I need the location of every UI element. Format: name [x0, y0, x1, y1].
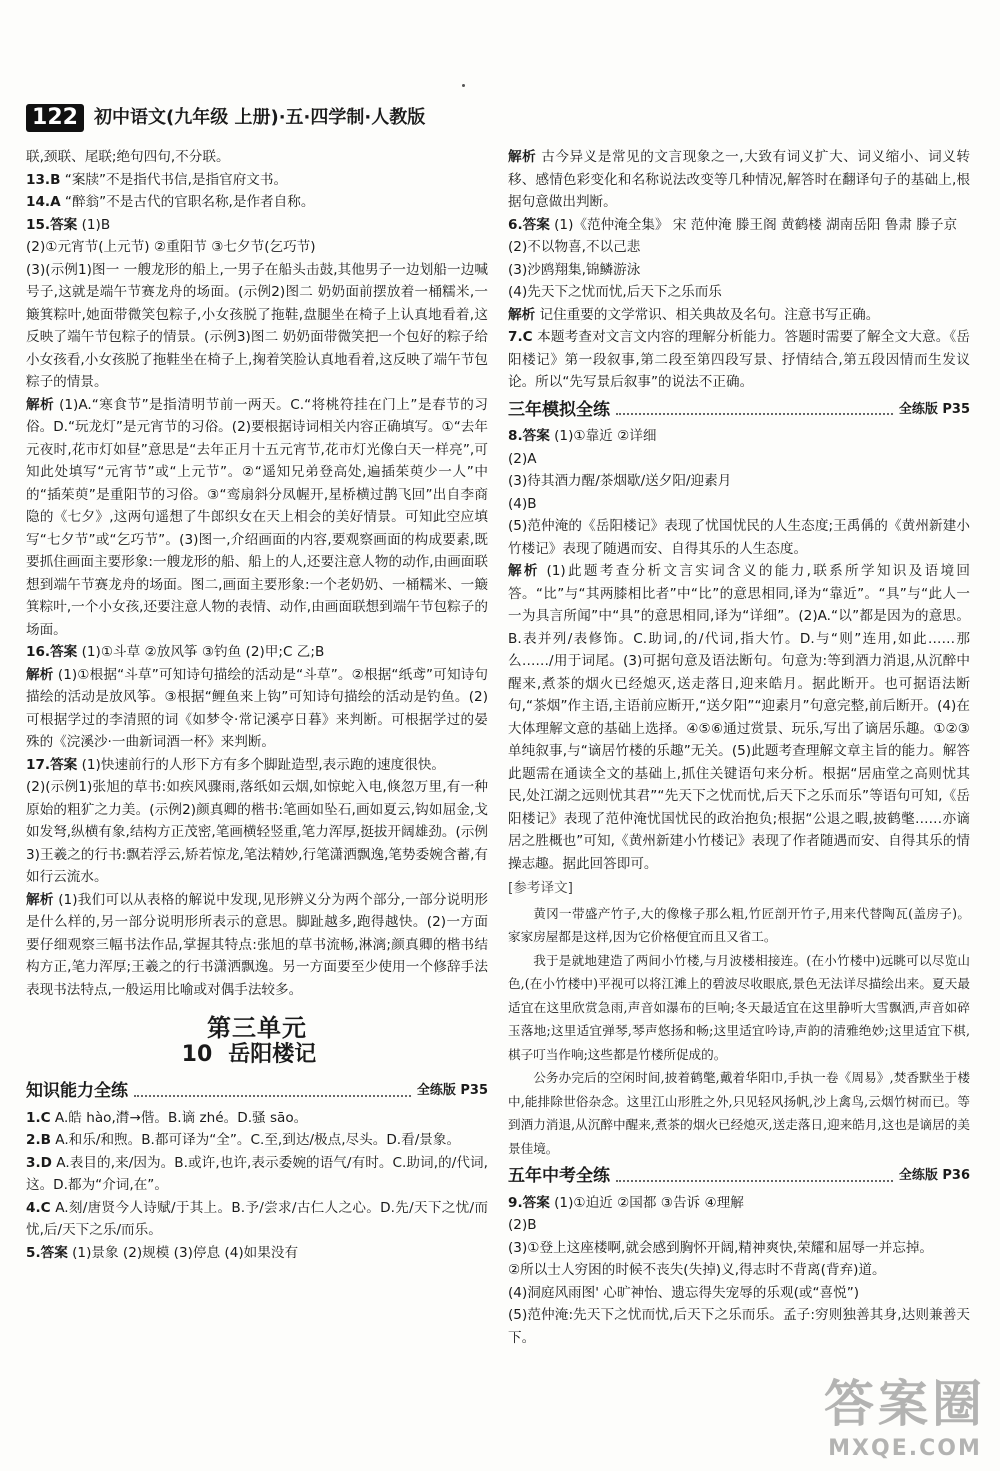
answer-text: (5)范仲淹的《岳阳楼记》表现了忧国忧民的人生态度;王禹偁的《黄州新建小竹楼记》表现了随遇而安、自得其乐的人生态度。: [508, 518, 970, 557]
watermark-text: 答案圈: [824, 1375, 986, 1433]
answer-text: (4)先天下之忧而忧,后天下之乐而乐: [508, 284, 722, 300]
answer-text: 本题考查对文言文内容的理解分析能力。答题时需要了解全文大意。《岳阳楼记》第一段叙事,第二段至第四段写景、抒情结合,第五段因情而生发议论。所以“先写景后叙事”的说法不正确。: [508, 329, 970, 390]
explanation-text: (1)A.“寒食节”是指清明节前一两天。C.“将桃符挂在门上”是春节的习俗。D.“玩龙灯”是元宵节的习俗。(2)要根据诗词相关内容正确填写。①“去年元夜时,花市灯如昼”意思是“去年正月十五元宵节,花市灯光像白天一样亮”,可知此处填写“元宵节”或“上元节”。②“遥知兄弟登高处,遍插茱萸少一人”中的“插茱萸”是重阳节的习俗。③“鸾扇斜分凤幄开,星桥横过鹊飞回”出自李商隐的《七夕》,这两句遥想了牛郎织女在天上相会的美好情景。可知此空应填写“七夕节”或“乞巧节”。(3)图一,介绍画面的内容,要观察画面的构成要素,既要抓住画面主要形象:一艘龙形的船、船上的人,还要注意人物的动作,由画面联想到端午节赛龙舟的场面。图二,画面主要形象:一个老奶奶、一桶糯米、一簸箕粽叶,一个小女孩,还要注意人物的表情、动作,由画面联想到端午节包粽子的场面。: [26, 396, 488, 638]
answer-text: (1)①斗草 ②放风筝 ③钓鱼 (2)甲;C 乙;B: [77, 644, 325, 660]
right-column: [508, 146, 970, 1349]
section-divider: [616, 1180, 893, 1182]
lesson-heading: [26, 1041, 488, 1067]
translation-paragraph: 我于是就地建造了两间小竹楼,与月波楼相接连。(在小竹楼中)远眺可以尽览山色,(在小竹楼中)平视可以将江滩上的碧波尽收眼底,景色无法详尽描绘出来。夏天最适宜在这里欣赏急雨,声音如瀑布的巨响;冬天最适宜在这里静听大雪飘洒,声音如碎玉落地;这里适宜弹琴,琴声悠扬和畅;这里适宜吟诗,声韵的清雅绝妙;这里适宜下棋,棋子叮当作响;这些都是竹楼所促成的。: [508, 952, 970, 1062]
answer-14: [26, 191, 488, 214]
watermark-logo: [824, 1364, 986, 1461]
lesson-title: 岳阳楼记: [228, 1041, 317, 1067]
section-page-ref: 全练版 P35: [898, 401, 970, 417]
explanation-16: [26, 664, 488, 754]
answer-text: (1)①靠近 ②详细: [549, 428, 657, 444]
answer-text: A.和乐/和煦。B.都可译为“全”。C.至,到达/极点,尽头。D.看/景象。: [50, 1132, 461, 1148]
answer-text: A.皓 hào,潸→偕。B.谪 zhé。D.骚 sāo。: [50, 1109, 308, 1126]
answer-6: [508, 214, 970, 237]
answer-text: (4)B: [508, 495, 537, 512]
answer-label: 16.答案: [26, 644, 78, 660]
answer-text: “案牍”不是指代书信,是指官府文书。: [60, 171, 288, 188]
section-title: 三年模拟全练: [508, 399, 610, 420]
explanation-text: (1)我们可以从表格的解说中发现,见形辨义分为两个部分,一部分说明形是什么样的,另一部分说明形所表示的意思。脚趾越多,跑得越快。(2)一方面要仔细观察三幅书法作品,掌握其特点:张旭的草书流畅,淋漓;颜真卿的楷书结构方正,笔力浑厚;王羲之的行书潇洒飘逸。另一方面要至少使用一个修辞手法表现书法特点,一般运用比喻或对偶手法较多。: [26, 891, 489, 998]
answer-text: (1)①迫近 ②国都 ③告诉 ④理解: [549, 1194, 744, 1211]
answer-text: (1)景象 (2)规模 (3)停息 (4)如果没有: [67, 1244, 299, 1261]
answer-label: 17.答案: [26, 756, 78, 773]
translation-paragraph: 公务办完后的空闲时间,披着鹤氅,戴着华阳巾,手执一卷《周易》,焚香默坐于楼中,能排除世俗杂念。这里江山形胜之外,只见轻风扬帆,沙上禽鸟,云烟竹树而已。等到酒力消退,从沉醉中醒来,煮茶的烟火已经熄灭,送走落日,迎来皓月,这也是谪居的美景佳境。: [508, 1070, 970, 1156]
reference-translation: [508, 877, 970, 1160]
unit-title: 第三单元: [207, 1014, 307, 1042]
answer-label: 13.B: [26, 171, 61, 188]
explanation-text: (1)此题考查分析文言实词含义的能力,联系所学知识及语境回答。“比”与“其两膝相比者”中“比”的意思相同,译为“靠近”。“具”与“此人一一为具言所闻”中“具”的意思相同,译为“详细”。(2)A.“以”都是因为的意思。B.表并列/表修饰。C.助词,的/代词,指大竹。D.与“则”连用,如此……那么……/用于词尾。(3)可据句意及语法断句。句意为:等到酒力消退,从沉醉中醒来,煮茶的烟火已经熄灭,送走落日,迎来皓月。据此断开。也可据语法断句,“茶烟”作主语,主语前应断开,“送夕阳”“迎素月”句意完整,前后断开。(4)在大体理解文意的基础上选择。④⑤⑥通过赏景、玩乐,写出了谪居乐趣。①②③单纯叙事,与“谪居竹楼的乐趣”无关。(5)此题考查理解文章主旨的能力。解答此题需在通读全文的基础上,抓住关键语句来分析。根据“居庙堂之高则忧其民,处江湖之远则忧其君”“先天下之忧而忧,后天下之乐而乐”等语句可知,《岳阳楼记》表现了范仲淹忧国忧民的政治抱负;根据“公退之暇,披鹤氅……亦谪居之胜概也”可知,《黄州新建小竹楼记》表现了作者随遇而安、自得其乐的情操志趣。据此回答即可。: [508, 563, 970, 872]
answer-label: 4.C: [26, 1199, 51, 1216]
answer-text: (2)①元宵节(上元节) ②重阳节 ③七夕节(乞巧节): [26, 239, 316, 255]
answer-text: (1)快速前行的人形下方有多个脚趾造型,表示跑的速度很快。: [77, 756, 446, 773]
section-header-knowledge: [26, 1080, 488, 1103]
answer-1: [26, 1107, 488, 1130]
answer-text: 联,颈联、尾联;绝句四句,不分联。: [26, 149, 230, 165]
section-title: 五年中考全练: [508, 1166, 610, 1186]
answer-label: 6.答案: [508, 216, 550, 233]
answer-text: ②所以士人穷困的时候不丧失(失掉)义,得志时不背离(背弃)道。: [508, 1262, 886, 1278]
answer-label: 14.A: [26, 194, 61, 210]
answer-label: 1.C: [26, 1109, 51, 1126]
watermark-url: MXQE.COM: [828, 1436, 982, 1461]
section-divider: [616, 413, 893, 415]
answer-2: [26, 1129, 488, 1152]
answer-text: A.表目的,来/因为。B.或许,也许,表示委婉的语气/有时。C.助词,的/代词,这。D.都为“介词,在”。: [26, 1154, 488, 1193]
explanation-label: 解析: [26, 396, 55, 413]
ink-dot: [462, 84, 465, 87]
lesson-number: 10: [181, 1041, 213, 1067]
explanation-text: 古今异义是常见的文言现象之一,大致有词义扩大、词义缩小、词义转移、感情色彩变化和名称说法改变等几种情况,解答时在翻译句子的基础上,根据句意做出判断。: [508, 149, 971, 210]
answer-text: (2)B: [508, 1217, 537, 1233]
left-column: [26, 146, 488, 1264]
answer-text: (3)沙鸥翔集,锦鳞游泳: [508, 261, 641, 278]
answer-text: (3)待其酒力醒/茶烟歇/送夕阳/迎素月: [508, 473, 732, 489]
explanation-label: 解析: [26, 891, 54, 908]
section-title: 知识能力全练: [26, 1081, 128, 1101]
answer-8: [508, 425, 970, 448]
explanation-label: 解析: [508, 563, 540, 579]
page-header: [26, 100, 976, 140]
explanation-label: 解析: [508, 306, 536, 323]
answer-text: (3)①登上这座楼啊,就会感到胸怀开阔,精神爽快,荣耀和屈辱一并忘掉。: [508, 1239, 934, 1256]
explanation-5: [508, 146, 970, 214]
answer-label: 3.D: [26, 1154, 52, 1171]
section-page-ref: 全练版 P35: [416, 1083, 488, 1098]
answer-label: 7.C: [508, 329, 533, 345]
explanation-17: [26, 889, 488, 1002]
section-header-three-year: [508, 399, 970, 422]
explanation-text: 记住重要的文学常识、相关典故及名句。注意书写正确。: [535, 306, 880, 323]
answer-4: [26, 1197, 488, 1242]
answer-text: (1)《范仲淹全集》 宋 范仲淹 滕王阁 黄鹤楼 湖南岳阳 鲁肃 滕子京: [549, 216, 958, 233]
answer-15: [26, 214, 488, 237]
section-divider: [134, 1095, 411, 1097]
answer-label: 15.答案: [26, 216, 78, 233]
book-title: 初中语文(九年级 上册)·五·四学制·人教版: [94, 107, 426, 128]
answer-text: (2)(示例1)张旭的草书:如疾风骤雨,落纸如云烟,如惊蛇入电,倏忽万里,有一种原始的粗犷之力美。(示例2)颜真卿的楷书:笔画如坠石,画如夏云,钩如屈金,戈如发弩,纵横有象,结构方正茂密,笔画横轻竖重,笔力浑厚,挺拔开阔雄劲。(示例3)王羲之的行书:飘若浮云,矫若惊龙,笔法精妙,行笔潇洒飘逸,笔势委婉含蓄,有如行云流水。: [26, 779, 488, 885]
translation-paragraph: 黄冈一带盛产竹子,大的像椽子那么粗,竹匠剖开竹子,用来代替陶瓦(盖房子)。家家房屋都是这样,因为它价格便宜而且又省工。: [508, 905, 970, 944]
page-number: 122: [26, 104, 84, 132]
answer-text: (2)不以物喜,不以己悲: [508, 239, 641, 255]
explanation-6: [508, 304, 970, 327]
answer-3: [26, 1152, 488, 1197]
explanation-15: [26, 394, 488, 642]
explanation-label: 解析: [508, 149, 537, 165]
answer-text: A.刻/唐贤今人诗赋/于其上。B.予/尝求/古仁人之心。D.先/天下之忧/而忧,后/天下之乐/而乐。: [26, 1199, 488, 1238]
explanation-8: [508, 560, 970, 875]
answer-13: [26, 169, 488, 192]
answer-5: [26, 1242, 488, 1265]
reference-title: [参考译文]: [508, 880, 573, 896]
answer-label: 9.答案: [508, 1194, 550, 1211]
answer-text: (1)B: [77, 216, 111, 233]
answer-text: (2)A: [508, 450, 537, 467]
answer-text: (3)(示例1)图一 一艘龙形的船上,一男子在船头击鼓,其他男子一边划船一边喊号子,这就是端午节赛龙舟的场面。(示例2)图二 奶奶面前摆放着一桶糯米,一簸箕粽叶,她面带微笑包粽子,小女孩脱了拖鞋,盘腿坐在椅子上认真地看着,这反映了端午节包粽子的情景。(示例3)图二 奶奶面带微笑把一个包好的粽子给小女孩看,小女孩脱了拖鞋坐在椅子上,掬着笑脸认真地看着,这反映了端午节包粽子的情景。: [26, 261, 488, 390]
explanation-text: (1)①根据“斗草”可知诗句描绘的活动是“斗草”。②根据“纸鸢”可知诗句描绘的活动是放风筝。③根据“鲤鱼来上钩”可知诗句描绘的活动是钓鱼。(2)可根据学过的李清照的词《如梦令·常记溪亭日暮》来判断。可根据学过的晏殊的《浣溪沙·一曲新词酒一杯》来判断。: [26, 666, 489, 750]
answer-label: 2.B: [26, 1132, 51, 1148]
answer-7: [508, 326, 970, 394]
answer-label: 5.答案: [26, 1244, 68, 1261]
section-page-ref: 全练版 P36: [898, 1168, 970, 1183]
answer-text: (5)范仲淹:先天下之忧而忧,后天下之乐而乐。孟子:穷则独善其身,达则兼善天下。: [508, 1307, 970, 1346]
answer-16: [26, 641, 488, 664]
explanation-label: 解析: [26, 666, 54, 683]
answer-label: 8.答案: [508, 428, 550, 444]
answer-9: [508, 1192, 970, 1215]
answer-text: “醉翁”不是古代的官职名称,是作者自称。: [60, 194, 315, 210]
section-header-five-year: [508, 1165, 970, 1188]
answer-17: [26, 754, 488, 777]
answer-text: (4)洞庭风雨图' 心旷神怡、遗忘得失宠辱的乐观(或“喜悦”): [508, 1284, 860, 1301]
